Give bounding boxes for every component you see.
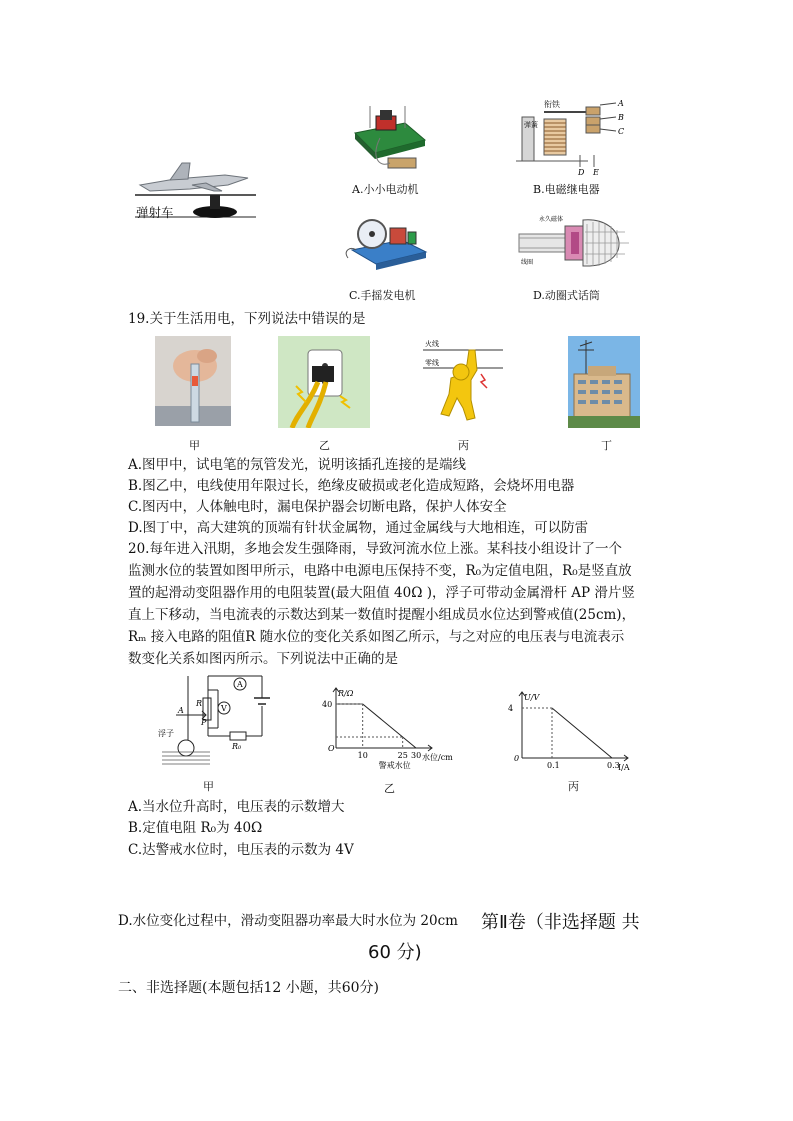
y-axis-label: U/V bbox=[524, 693, 540, 702]
origin-label: O bbox=[328, 744, 335, 753]
q19-option-a: A.图甲中，试电笔的氖管发光，说明该插孔连接的是端线 bbox=[128, 457, 467, 473]
building-lightning-rod-photo bbox=[568, 336, 640, 428]
q19-option-c: C.图丙中，人体触电时，漏电保护器会切断电路，保护人体安全 bbox=[128, 499, 507, 515]
relay-label: B.电磁继电器 bbox=[533, 183, 600, 196]
small-motor-figure bbox=[350, 98, 430, 176]
q20-stem-line-3: 置的起滑动变阻器作用的电阻装置(最大阻值 40Ω )，浮子可带动金属滑杆 AP 滑片竖 bbox=[128, 585, 635, 601]
fig-jia-caption: 甲 bbox=[203, 780, 214, 793]
x-axis-label: 水位/cm bbox=[422, 753, 453, 762]
x-tick-label: 0.1 bbox=[547, 761, 560, 770]
ammeter-symbol: A bbox=[237, 680, 243, 689]
motor-label: A.小小电动机 bbox=[352, 183, 419, 196]
variable-resistor-label-r: R bbox=[196, 699, 203, 708]
x-tick-label: 0.3 bbox=[607, 761, 620, 770]
fig-yi-caption: 乙 bbox=[384, 782, 395, 795]
fig-bing-caption: 丙 bbox=[568, 780, 579, 793]
neutral-wire-text: 零线 bbox=[425, 359, 439, 367]
relay-figure bbox=[508, 97, 630, 177]
mic-magnet-text: 永久磁体 bbox=[539, 216, 564, 223]
hand-generator-figure bbox=[342, 210, 430, 272]
q20-option-c: C.达警戒水位时，电压表的示数为 4V bbox=[128, 842, 354, 858]
q20-option-a: A.当水位升高时，电压表的示数增大 bbox=[128, 799, 345, 815]
q20-option-b: B.定值电阻 R₀为 40Ω bbox=[128, 820, 263, 836]
relay-terminal-b: B bbox=[618, 113, 624, 122]
relay-terminal-a: A bbox=[618, 99, 624, 108]
microphone-figure bbox=[517, 212, 639, 274]
water-level-circuit-diagram bbox=[158, 670, 270, 772]
catapult-label: 弹射车 bbox=[136, 205, 174, 220]
section2-title-part1: 第Ⅱ卷（非选择题 共 bbox=[481, 912, 640, 933]
warn-level-label: 警戒水位 bbox=[378, 761, 411, 770]
relay-terminal-d: D bbox=[578, 168, 585, 177]
microphone-label: D.动圈式话筒 bbox=[533, 289, 600, 302]
slider-label-p: P bbox=[201, 718, 207, 727]
fixed-resistor-label-r0: R₀ bbox=[232, 742, 242, 751]
q20-option-d: D.水位变化过程中，滑动变阻器功率最大时水位为 20cm bbox=[118, 913, 458, 929]
q19-picture-ding: 丁 bbox=[601, 439, 612, 452]
relay-terminal-c: C bbox=[618, 127, 625, 136]
q19-picture-yi: 乙 bbox=[319, 439, 330, 452]
origin-label: 0 bbox=[514, 754, 520, 763]
slider-rod-label-a: A bbox=[178, 706, 184, 715]
q20-stem-line-1: 20.每年进入汛期，多地会发生强降雨，导致河流水位上涨。某科技小组设计了一个 bbox=[128, 541, 622, 557]
q20-stem-line-5: Rₘ 接入电路的阻值R 随水位的变化关系如图乙所示，与之对应的电压表与电流表示 bbox=[128, 629, 625, 645]
voltage-vs-current-chart bbox=[506, 672, 646, 772]
live-wire-text: 火线 bbox=[425, 340, 439, 348]
relay-spring-text: 弹簧 bbox=[524, 121, 538, 129]
damaged-socket-picture bbox=[278, 336, 370, 428]
q19-picture-bing: 丙 bbox=[458, 439, 469, 452]
y-tick-label: 40 bbox=[322, 700, 333, 709]
relay-terminal-e: E bbox=[593, 168, 599, 177]
q19-option-b: B.图乙中，电线使用年限过长，绝缘皮破损或老化造成短路，会烧坏用电器 bbox=[128, 478, 575, 494]
series-line bbox=[552, 708, 612, 758]
float-label-text: 浮子 bbox=[158, 729, 174, 738]
q19-option-d: D.图丁中，高大建筑的顶端有针状金属物，通过金属线与大地相连，可以防雷 bbox=[128, 520, 589, 536]
section2-subtitle: 二、非选择题(本题包括12 小题，共60分) bbox=[118, 980, 380, 996]
voltmeter-symbol: V bbox=[221, 704, 227, 713]
y-tick-label: 4 bbox=[508, 704, 514, 713]
q19-stem: 19.关于生活用电，下列说法中错误的是 bbox=[128, 311, 366, 327]
q20-stem-line-2: 监测水位的装置如图甲所示，电路中电源电压保持不变，R₀为定值电阻，R₀是竖直放 bbox=[128, 563, 632, 579]
x-tick-label: 30 bbox=[411, 751, 422, 760]
q19-picture-jia: 甲 bbox=[189, 439, 200, 452]
relay-armature-text: 衔铁 bbox=[544, 100, 560, 109]
y-axis-label: R/Ω bbox=[338, 689, 354, 698]
mic-coil-text: 线圈 bbox=[521, 259, 534, 266]
q20-stem-line-4: 直上下移动，当电流表的示数达到某一数值时提醒小组成员水位达到警戒值(25cm)， bbox=[128, 607, 636, 623]
series-line bbox=[363, 704, 416, 748]
test-pen-photo bbox=[155, 336, 231, 426]
q20-stem-line-6: 数变化关系如图丙所示。下列说法中正确的是 bbox=[128, 651, 398, 667]
generator-label: C.手摇发电机 bbox=[349, 289, 416, 302]
x-axis-label: I/A bbox=[618, 763, 630, 772]
x-tick-label: 10 bbox=[357, 751, 368, 760]
resistance-vs-water-level-chart bbox=[318, 672, 458, 772]
x-tick-label: 25 bbox=[397, 751, 408, 760]
electrocution-picture bbox=[423, 334, 503, 426]
section2-title-part2: 60 分) bbox=[368, 942, 422, 963]
